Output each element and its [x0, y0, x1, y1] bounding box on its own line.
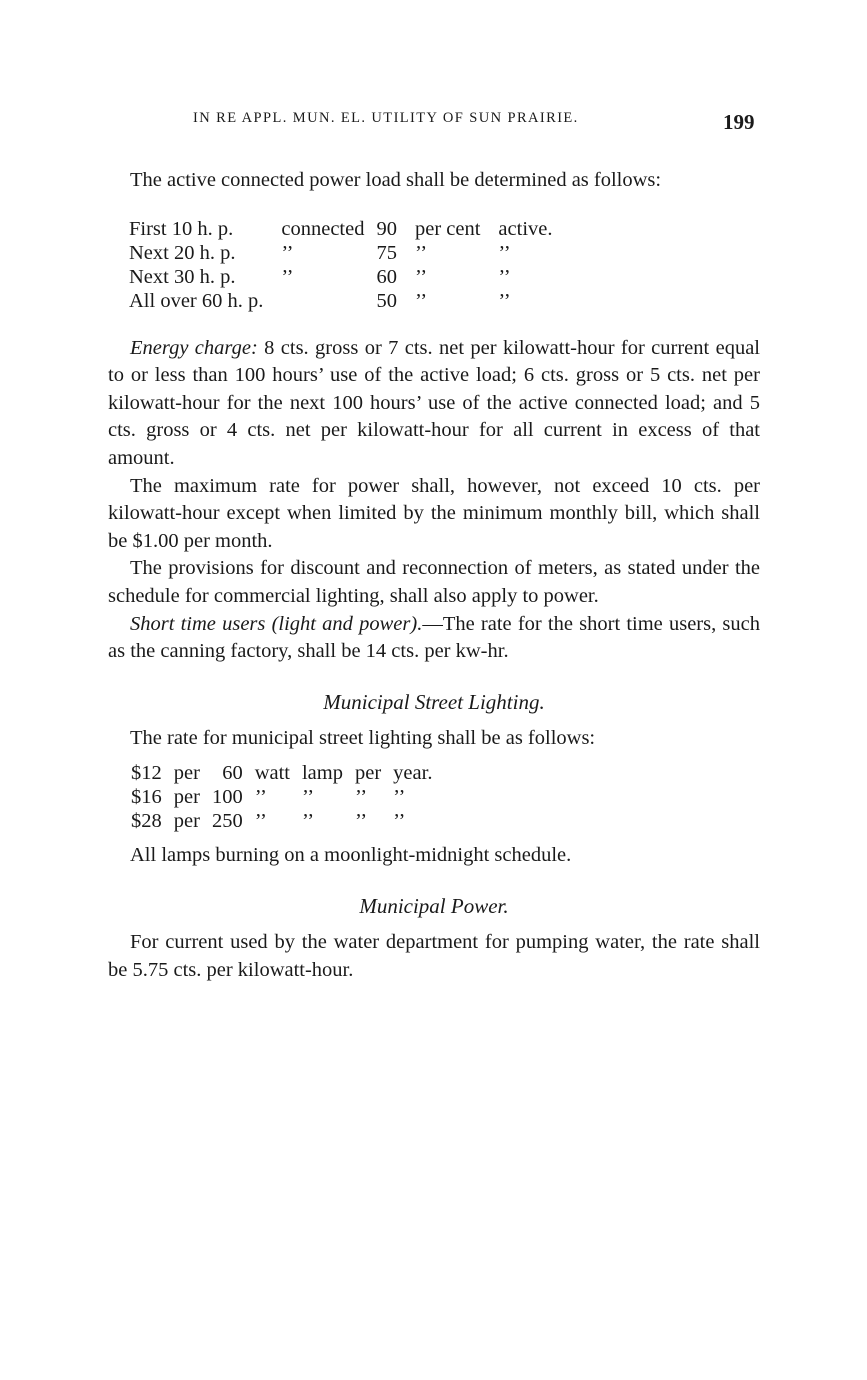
load-intro-paragraph: The active connected power load shall be determined as follows:: [130, 169, 662, 191]
street-lighting-intro: The rate for municipal street lighting shall be as follows:: [130, 726, 596, 749]
load-cell-word: [275, 289, 376, 313]
page-number: 199: [723, 110, 755, 134]
load-cell-word: ’’: [281, 241, 294, 264]
lamp-cell-year: ’’: [354, 810, 368, 833]
street-lighting-heading: Municipal Street Lighting.: [323, 689, 545, 714]
lamp-cell-period: ’’: [393, 786, 406, 809]
lamp-cell-price: $28: [131, 810, 162, 833]
load-cell-pct: 75: [376, 241, 397, 264]
load-cell-status: active.: [498, 217, 553, 240]
short-time-paragraph: [108, 611, 760, 666]
load-cell-pct: 90: [376, 217, 397, 240]
lamp-cell-per: per: [173, 762, 200, 785]
maximum-rate-paragraph: The maximum rate for power shall, however, not exceed 10 cts. per kilowatt-hour except when limited by the minimum monthly bill, which shall be $1.00 per month.: [108, 474, 760, 552]
lamp-cell-period: ’’: [393, 810, 406, 833]
lamp-rate-row: [131, 809, 444, 833]
load-cell-pct: 60: [376, 265, 397, 288]
load-cell-label: Next 30 h. p.: [129, 265, 236, 288]
load-cell-unit: ’’: [414, 265, 428, 288]
lamp-cell-watts: 250: [211, 810, 243, 833]
page-body: [108, 167, 760, 984]
provisions-paragraph: The provisions for discount and reconnection of meters, as stated under the schedule for commercial lighting, shall also apply to power.: [108, 557, 760, 607]
lamp-cell-lamp: watt: [254, 762, 290, 785]
load-row: [129, 289, 565, 313]
load-row: [129, 241, 565, 265]
load-cell-unit: per cent: [414, 217, 481, 240]
lamp-cell-per-word: lamp: [301, 762, 343, 785]
load-cell-word: connected: [281, 217, 365, 240]
running-title: IN RE APPL. MUN. EL. UTILITY OF SUN PRAIRIE.: [193, 110, 579, 126]
short-time-text: —The rate for the short time users, such as the canning factory, shall be 14 cts. per kw-hr.: [108, 612, 760, 663]
load-cell-unit: ’’: [414, 241, 428, 264]
lamp-cell-lamp: ’’: [254, 786, 267, 809]
load-cell-status: ’’: [498, 289, 511, 312]
lamp-cell-per: per: [173, 810, 200, 833]
load-cell-label: All over 60 h. p.: [129, 289, 264, 312]
lamp-cell-year: ’’: [354, 786, 368, 809]
lamp-cell-year: per: [354, 762, 382, 785]
lamp-cell-period: year.: [393, 762, 433, 785]
lamp-cell-per-word: ’’: [301, 810, 315, 833]
lamp-cell-watts: 100: [211, 786, 243, 809]
short-time-lead: Short time users (light and power).: [130, 612, 423, 635]
lamp-rate-table: [131, 761, 444, 833]
load-row: [129, 217, 565, 241]
lamp-cell-price: $16: [131, 786, 162, 809]
load-cell-unit: ’’: [414, 289, 428, 312]
load-row: [129, 265, 565, 289]
lamp-rate-row: [131, 761, 444, 785]
municipal-power-heading: Municipal Power.: [359, 893, 509, 918]
lamp-cell-lamp: ’’: [254, 810, 267, 833]
load-cell-pct: 50: [376, 289, 397, 312]
load-cell-status: ’’: [498, 241, 511, 264]
lamp-cell-per: per: [173, 786, 200, 809]
load-table: [129, 217, 565, 313]
municipal-power-paragraph: For current used by the water department for pumping water, the rate shall be 5.75 cts. per kilowatt-hour.: [108, 930, 760, 981]
lamp-cell-price: $12: [131, 762, 162, 785]
lamp-rate-row: [131, 785, 444, 809]
load-cell-word: ’’: [281, 265, 294, 288]
energy-charge-lead: Energy charge:: [130, 336, 258, 359]
energy-charge-paragraph: [108, 335, 760, 473]
energy-charge-text: 8 cts. gross or 7 cts. net per kilowatt-hour for current equal to or less than 100 hours’ use of the active load; 6 cts. gross or 5 cts. net per kilowatt-hour for the next 100 hours’ use of the active connected load; and 5 cts. gross or 4 cts. net per kilowatt-hour for all current in excess of that amount.: [108, 336, 760, 469]
load-cell-label: First 10 h. p.: [129, 217, 234, 240]
load-cell-status: ’’: [498, 265, 511, 288]
lamp-cell-per-word: ’’: [301, 786, 315, 809]
lamp-cell-watts: 60: [222, 762, 243, 785]
load-cell-label: Next 20 h. p.: [129, 241, 236, 264]
schedule-note: All lamps burning on a moonlight-midnight schedule.: [130, 844, 572, 867]
